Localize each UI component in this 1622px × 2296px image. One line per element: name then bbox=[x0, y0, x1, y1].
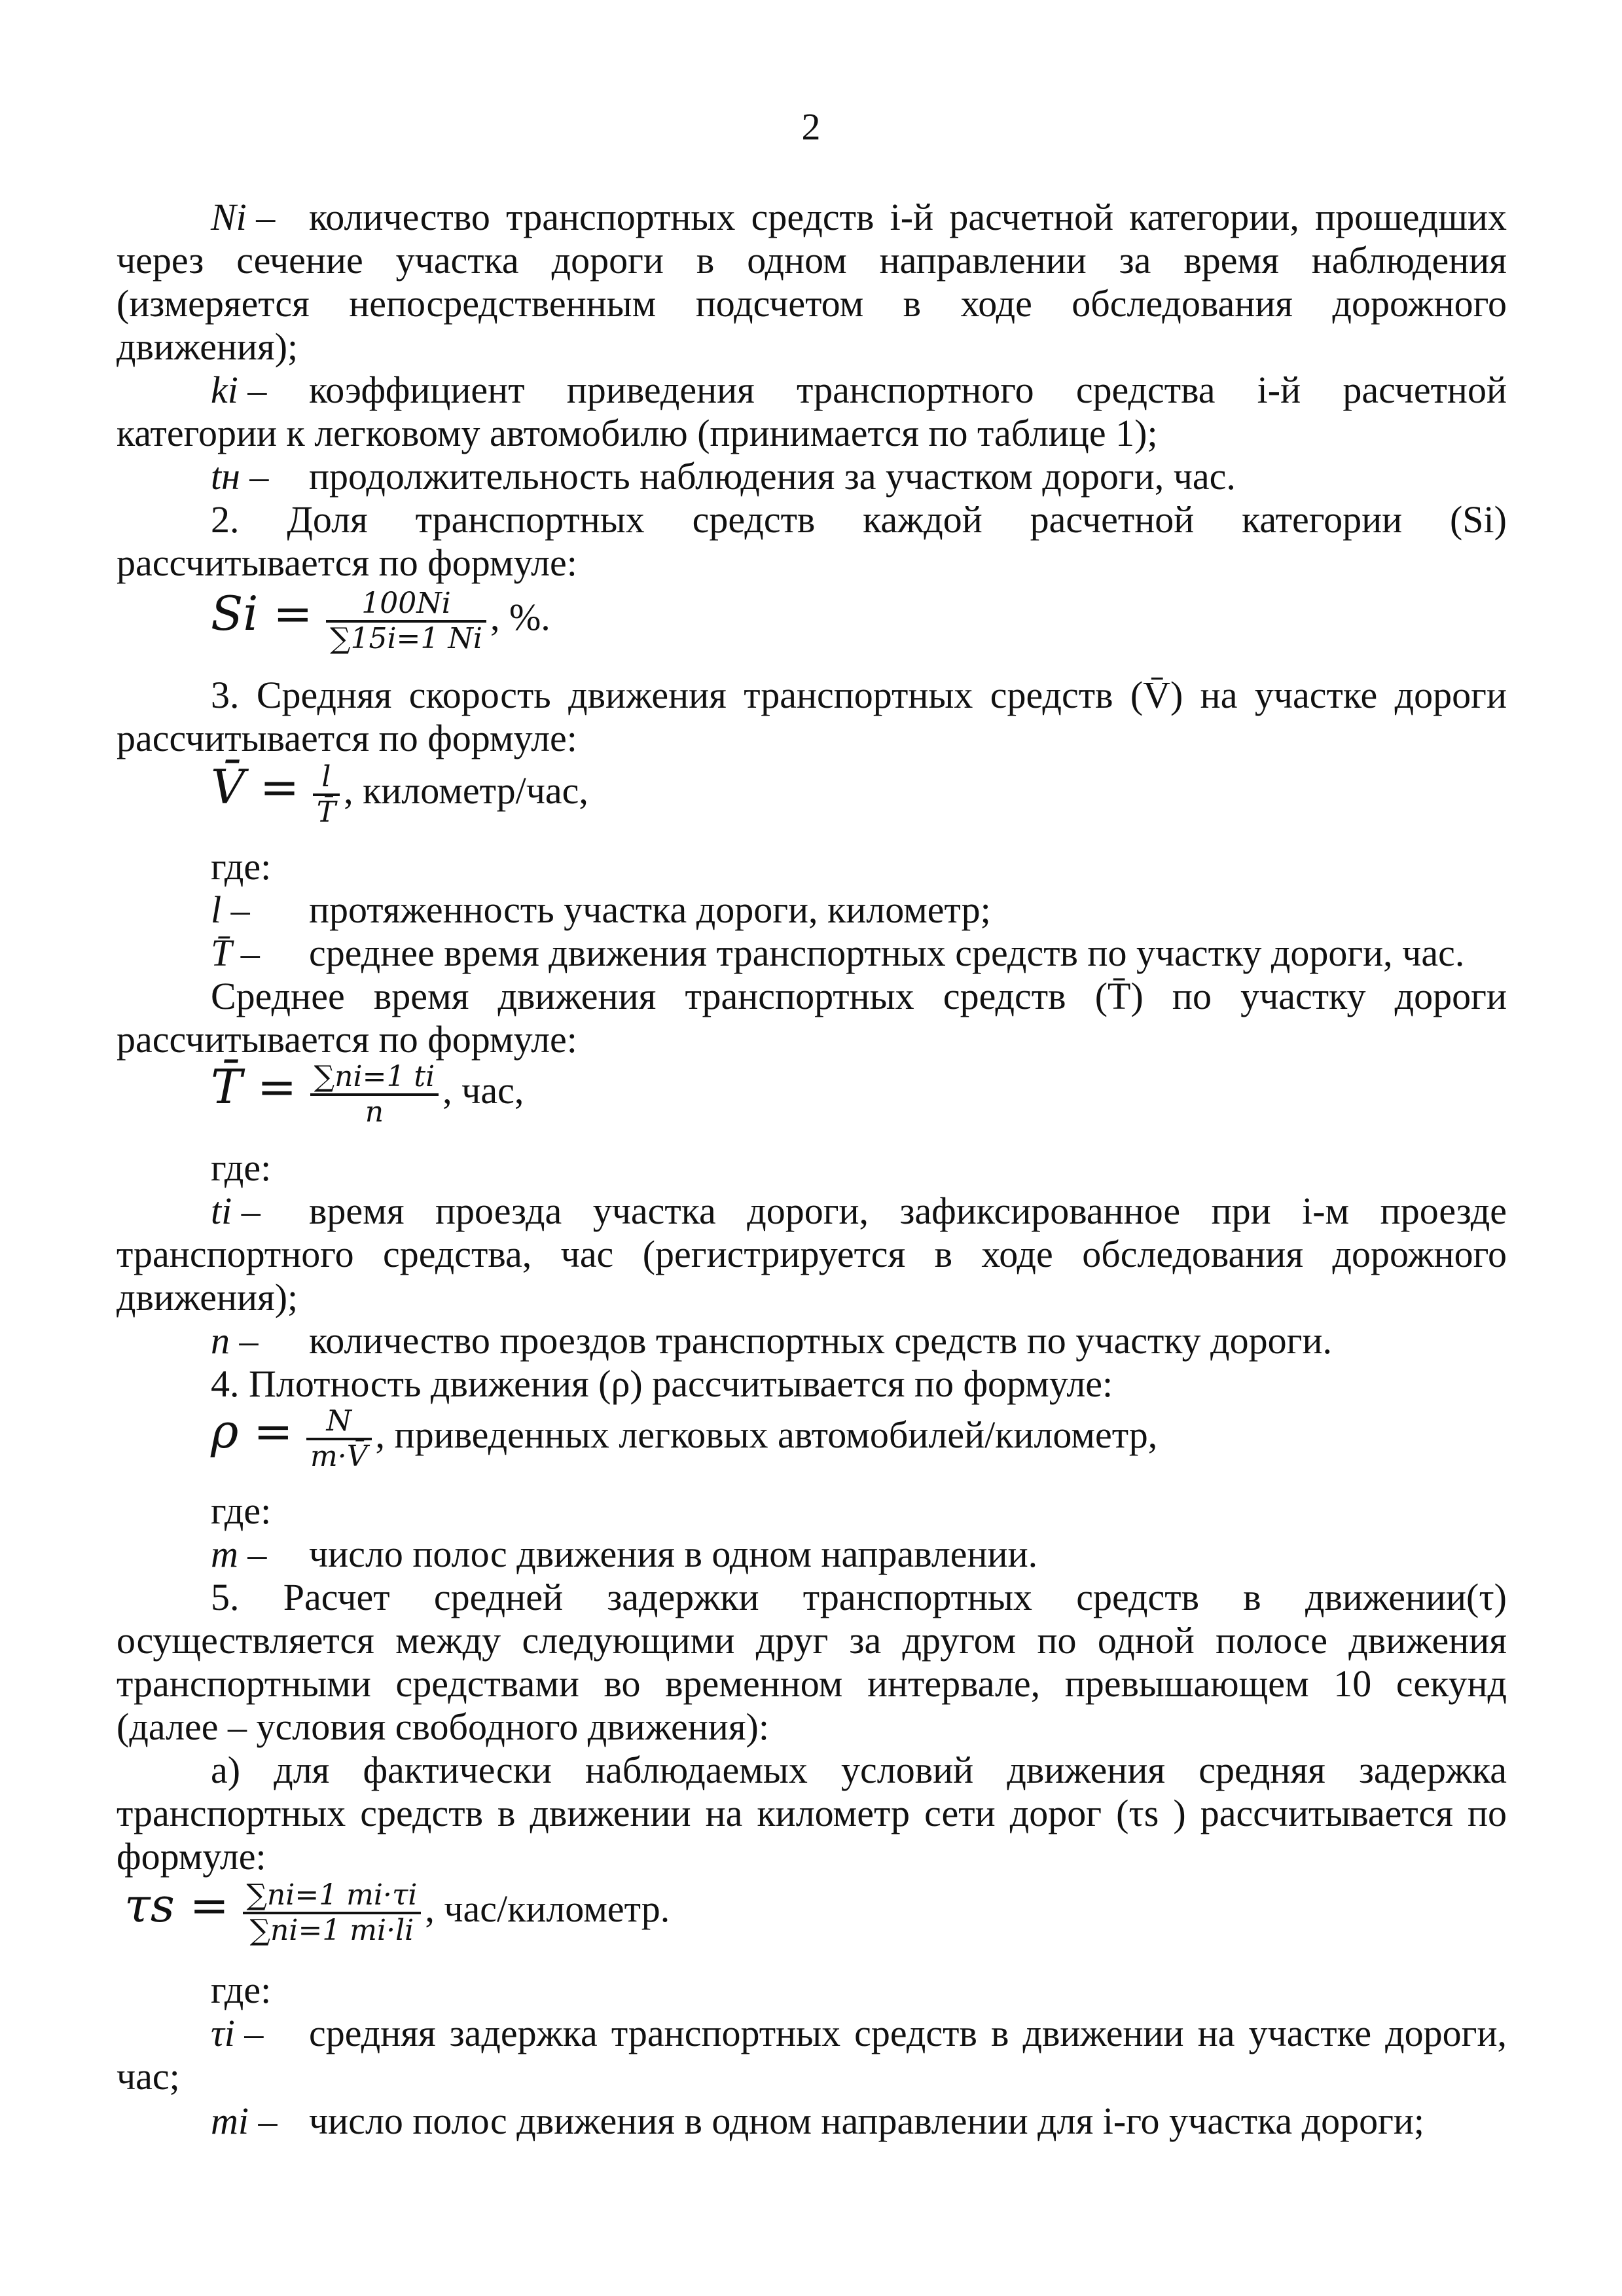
ni-definition-line-1: количество транспортных средств i-й расчетной категории, прошедших bbox=[309, 196, 1507, 238]
formula-speed-lhs: V̄ = bbox=[211, 759, 300, 814]
formula-share-denominator: ∑15i=1 Ni bbox=[326, 620, 486, 655]
item3-line-1: 3. Средняя скорость движения транспортных средств (V̄) на участке дороги bbox=[211, 674, 1507, 716]
m-i-definition: число полос движения в одном направлении для i-го участка дороги; bbox=[309, 2100, 1425, 2142]
formula-avg-time-fraction bbox=[310, 1061, 439, 1129]
l-symbol: l – bbox=[211, 888, 250, 931]
formula-density-denominator: m·V̄ bbox=[306, 1438, 371, 1473]
formula-delay-lhs: τs = bbox=[124, 1878, 229, 1933]
item5a-line-2: транспортных средств в движении на километр сети дорог (τs ) рассчитывается по bbox=[117, 1792, 1507, 1834]
t-bar-definition: среднее время движения транспортных средств по участку дороги, час. bbox=[309, 932, 1465, 974]
ti-definition-line-1: время проезда участка дороги, зафиксированное при i-м проезде bbox=[309, 1190, 1507, 1232]
tau-i-definition-line-1: средняя задержка транспортных средств в движении на участке дороги, bbox=[309, 2012, 1507, 2054]
formula-share-numerator: 100Ni bbox=[361, 586, 451, 620]
item2-line-1: 2. Доля транспортных средств каждой расчетной категории (Si) bbox=[211, 498, 1507, 541]
page-number: 2 bbox=[801, 105, 821, 148]
formula-avg-time-numerator: ∑ni=1 ti bbox=[314, 1059, 435, 1093]
formula-share-fraction bbox=[326, 587, 486, 655]
formula-speed-fraction bbox=[313, 761, 340, 829]
item4-where: где: bbox=[211, 1489, 272, 1532]
formula-density bbox=[211, 1404, 1157, 1473]
item3-line-2: рассчитывается по формуле: bbox=[117, 717, 577, 759]
formula-density-lhs: ρ = bbox=[211, 1404, 293, 1459]
ni-definition-line-3: (измеряется непосредственным подсчетом в ходе обследования дорожного bbox=[117, 282, 1507, 325]
ti-symbol: ti – bbox=[211, 1190, 261, 1232]
formula-speed bbox=[211, 759, 588, 829]
avg-time-where: где: bbox=[211, 1146, 272, 1189]
ni-definition-line-4: движения); bbox=[117, 325, 298, 368]
formula-share-lhs: Si = bbox=[211, 586, 313, 641]
formula-delay bbox=[124, 1878, 670, 1947]
avg-time-line-2: рассчитывается по формуле: bbox=[117, 1018, 577, 1061]
formula-avg-time-denominator: n bbox=[310, 1093, 439, 1129]
formula-avg-time bbox=[211, 1059, 524, 1129]
formula-share bbox=[211, 586, 550, 655]
m-symbol: m – bbox=[211, 1533, 267, 1575]
item5a-line-3: формуле: bbox=[117, 1835, 266, 1878]
item2-line-2: рассчитывается по формуле: bbox=[117, 541, 577, 584]
ki-definition-line-2: категории к легковому автомобилю (принимается по таблице 1); bbox=[117, 412, 1158, 454]
tau-i-symbol: τi – bbox=[211, 2012, 264, 2054]
item5a-line-1: а) для фактически наблюдаемых условий движения средняя задержка bbox=[211, 1749, 1507, 1791]
formula-share-unit: , %. bbox=[490, 596, 550, 638]
formula-density-fraction bbox=[306, 1405, 371, 1473]
item5-line-4: (далее – условия свободного движения): bbox=[117, 1705, 769, 1748]
item5a-where: где: bbox=[211, 1969, 272, 2011]
formula-delay-denominator: ∑ni=1 mi·li bbox=[243, 1912, 422, 1947]
item4-line-1: 4. Плотность движения (ρ) рассчитывается по формуле: bbox=[211, 1362, 1113, 1405]
ni-symbol: Ni – bbox=[211, 196, 276, 238]
formula-speed-unit: , километр/час, bbox=[344, 769, 588, 812]
n-definition: количество проездов транспортных средств по участку дороги. bbox=[309, 1319, 1332, 1362]
l-definition: протяженность участка дороги, километр; bbox=[309, 888, 991, 931]
formula-speed-denominator: T̄ bbox=[313, 793, 340, 829]
ki-definition-line-1: коэффициент приведения транспортного средства i-й расчетной bbox=[309, 369, 1507, 411]
tn-symbol: tн – bbox=[211, 455, 269, 498]
ti-definition-line-3: движения); bbox=[117, 1276, 298, 1319]
t-bar-symbol: T̄ – bbox=[211, 932, 260, 974]
tau-i-definition-line-2: час; bbox=[117, 2055, 180, 2098]
item5-line-1: 5. Расчет средней задержки транспортных средств в движении(τ) bbox=[211, 1576, 1507, 1618]
m-definition: число полос движения в одном направлении. bbox=[309, 1533, 1038, 1575]
formula-delay-fraction bbox=[243, 1879, 422, 1947]
formula-density-unit: , приведенных легковых автомобилей/километр, bbox=[375, 1413, 1158, 1456]
ti-definition-line-2: транспортного средства, час (регистрируется в ходе обследования дорожного bbox=[117, 1233, 1507, 1275]
formula-delay-numerator: ∑ni=1 mi·τi bbox=[246, 1878, 418, 1912]
item5-line-3: транспортными средствами во временном интервале, превышающем 10 секунд bbox=[117, 1662, 1507, 1705]
formula-density-numerator: N bbox=[326, 1404, 352, 1438]
item5-line-2: осуществляется между следующими друг за другом по одной полосе движения bbox=[117, 1619, 1507, 1662]
ni-definition-line-2: через сечение участка дороги в одном направлении за время наблюдения bbox=[117, 239, 1507, 282]
item3-where: где: bbox=[211, 845, 272, 888]
formula-avg-time-unit: , час, bbox=[442, 1069, 524, 1112]
tn-definition: продолжительность наблюдения за участком дороги, час. bbox=[309, 455, 1236, 498]
n-symbol: n – bbox=[211, 1319, 259, 1362]
m-i-symbol: mi – bbox=[211, 2100, 278, 2142]
ki-symbol: ki – bbox=[211, 369, 267, 411]
avg-time-line-1: Среднее время движения транспортных средств (T̄) по участку дороги bbox=[211, 975, 1507, 1017]
formula-avg-time-lhs: T̄ = bbox=[211, 1059, 297, 1114]
formula-delay-unit: , час/километр. bbox=[425, 1887, 670, 1930]
formula-speed-numerator: l bbox=[321, 759, 331, 793]
